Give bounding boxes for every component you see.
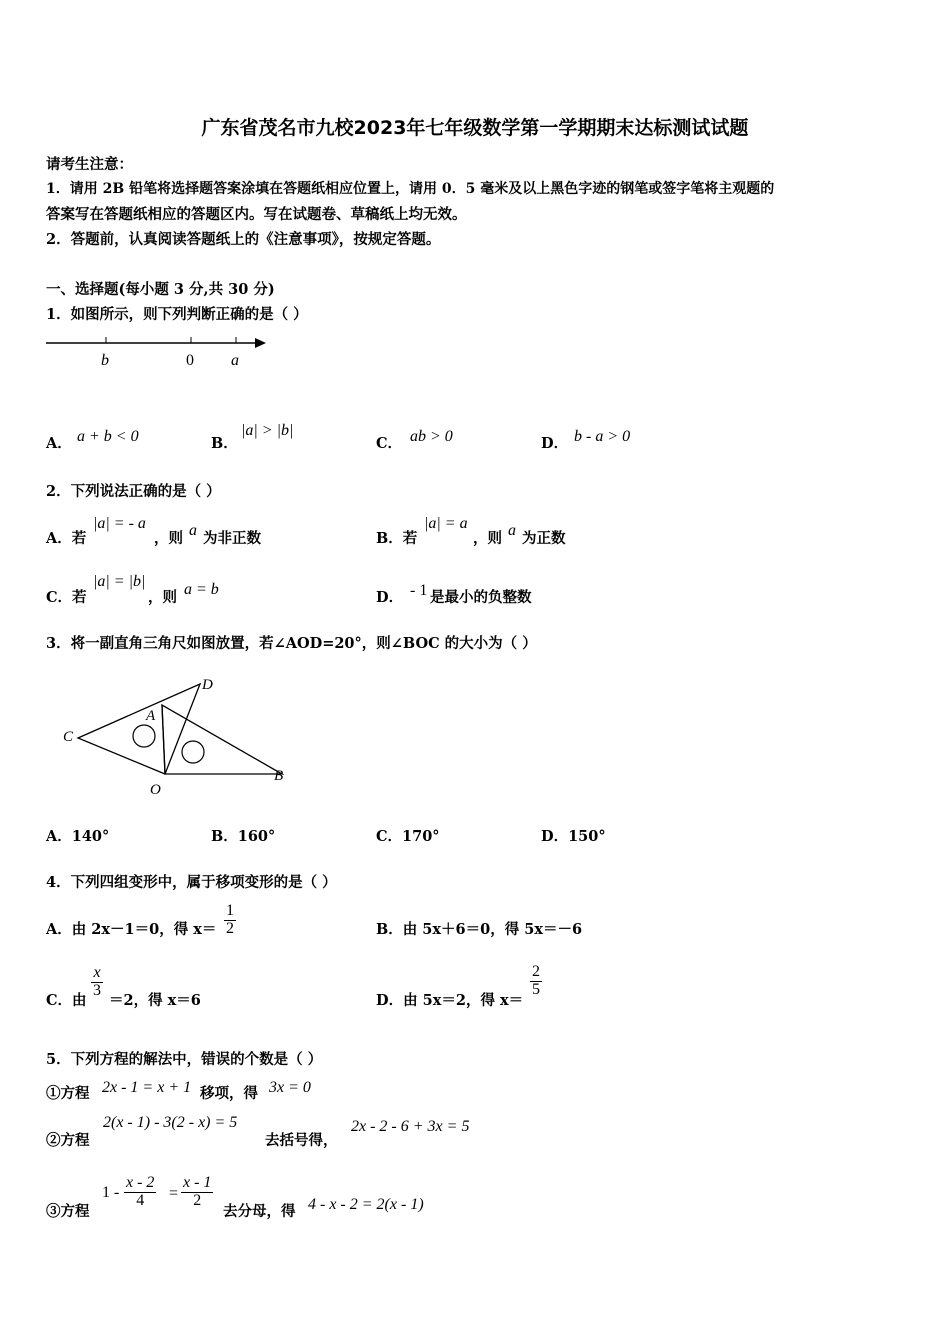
q2-option-a-var: a xyxy=(189,522,197,539)
numberline-a: a xyxy=(231,352,239,369)
q3-option-c: C．170° xyxy=(376,828,440,845)
label-b: B xyxy=(274,768,284,784)
q2-option-d-label: D． xyxy=(376,589,404,606)
q3-option-d: D．150° xyxy=(541,828,606,845)
q2-option-a-expr: |a| = - a xyxy=(93,515,146,532)
q2-option-b-mid: ，则 xyxy=(473,530,502,547)
notice-line-1: 1．请用 2B 铅笔将选择题答案涂填在答题纸相应位置上，请用 0．5 毫米及以上黑色字迹的钢笔或签字笔将主观题的 xyxy=(46,181,775,197)
q1-stem: 1．如图所示，则下列判断正确的是（ ） xyxy=(46,306,308,323)
q1-option-c-expr: ab > 0 xyxy=(410,428,453,445)
notice-line-2: 2．答题前，认真阅读答题纸上的《注意事项》，按规定答题。 xyxy=(46,231,441,248)
q3-stem: 3．将一副直角三角尺如图放置，若∠AOD=20°，则∠BOC 的大小为（ ） xyxy=(46,635,537,652)
q5-item3-equals: = xyxy=(169,1185,179,1202)
q1-option-d-expr: b - a > 0 xyxy=(574,428,631,445)
q2-option-d-expr: - 1 xyxy=(410,582,428,599)
q1-option-a: A． xyxy=(46,435,72,452)
q4-option-c-fraction: $\frac{x}{3}$ xyxy=(93,964,101,999)
q5-item1-res: 3x = 0 xyxy=(269,1079,311,1096)
q5-item3-fraction-left: $\frac{x - 2}{4}$ xyxy=(126,1174,155,1209)
q1-option-c: C． xyxy=(376,435,403,452)
numberline-b: b xyxy=(101,352,109,369)
q4-option-a-fraction: $\frac{1}{2}$ xyxy=(226,902,234,937)
q5-item3-res: 4 - x - 2 = 2(x - 1) xyxy=(308,1196,424,1213)
q1-option-a-expr: a + b < 0 xyxy=(77,428,139,445)
section-heading: 一、选择题(每小题 3 分,共 30 分) xyxy=(46,281,275,298)
q3-option-a: A．140° xyxy=(46,828,110,845)
q1-option-b: B． xyxy=(211,435,238,452)
q2-option-c-mid: ，则 xyxy=(148,589,177,606)
q4-option-a: A．由 2x－1＝0，得 x＝ xyxy=(46,921,217,938)
q1-option-d: D． xyxy=(541,435,569,452)
q2-option-c-expr2: a = b xyxy=(184,581,219,598)
q5-item2-mid: 去括号得， xyxy=(265,1132,338,1149)
q3-triangle-figure xyxy=(60,672,300,802)
q5-item3-mid: 去分母，得 xyxy=(223,1203,296,1220)
q4-option-c-rest: ＝2，得 x＝6 xyxy=(109,992,201,1009)
q4-option-b: B．由 5x＋6＝0，得 5x＝－6 xyxy=(376,921,583,938)
q2-option-c-label: C．若 xyxy=(46,589,87,606)
label-d: D xyxy=(202,677,213,693)
q5-item2-res: 2x - 2 - 6 + 3x = 5 xyxy=(351,1118,470,1135)
q4-stem: 4．下列四组变形中，属于移项变形的是（ ） xyxy=(46,874,337,891)
label-o: O xyxy=(150,782,161,798)
q5-stem: 5．下列方程的解法中，错误的个数是（ ） xyxy=(46,1051,323,1068)
label-a: A xyxy=(146,708,156,724)
q5-item1-mid: 移项，得 xyxy=(200,1085,258,1102)
q2-option-b-tail: 为正数 xyxy=(522,530,566,547)
q5-item3-lead: 1 - xyxy=(102,1184,120,1201)
q2-option-a-label: A．若 xyxy=(46,530,87,547)
notice-line-1b: 答案写在答题纸相应的答题区内。写在试题卷、草稿纸上均无效。 xyxy=(46,206,467,223)
q5-item1-eq: 2x - 1 = x + 1 xyxy=(102,1079,192,1096)
q2-option-a-tail: 为非正数 xyxy=(203,530,261,547)
label-c: C xyxy=(63,729,74,745)
q2-option-b-label: B．若 xyxy=(376,530,418,547)
q2-option-a-mid: ，则 xyxy=(154,530,183,547)
q5-item2-pre: ②方程 xyxy=(46,1132,90,1149)
q5-item3-fraction-right: $\frac{x - 1}{2}$ xyxy=(183,1174,212,1209)
q1-option-b-expr: |a| > |b| xyxy=(241,422,294,439)
page-title: 广东省茂名市九校2023年七年级数学第一学期期末达标测试试题 xyxy=(201,117,749,139)
q3-option-b: B．160° xyxy=(211,828,276,845)
q5-item3-pre: ③方程 xyxy=(46,1203,90,1220)
q2-option-b-var: a xyxy=(508,522,516,539)
notice-heading: 请考生注意： xyxy=(46,156,133,173)
q1-number-line xyxy=(44,332,274,377)
q2-stem: 2．下列说法正确的是（ ） xyxy=(46,483,221,500)
q2-option-c-expr: |a| = |b| xyxy=(93,573,146,590)
q2-option-d-tail: 是最小的负整数 xyxy=(430,589,532,606)
q4-option-c-label: C．由 xyxy=(46,992,87,1009)
q2-option-b-expr: |a| = a xyxy=(424,515,468,532)
q4-option-d-fraction: $\frac{2}{5}$ xyxy=(532,963,540,998)
q4-option-d: D．由 5x＝2，得 x＝ xyxy=(376,992,524,1009)
q5-item1-pre: ①方程 xyxy=(46,1085,90,1102)
q5-item2-eq: 2(x - 1) - 3(2 - x) = 5 xyxy=(103,1114,238,1131)
numberline-zero: 0 xyxy=(186,352,194,369)
